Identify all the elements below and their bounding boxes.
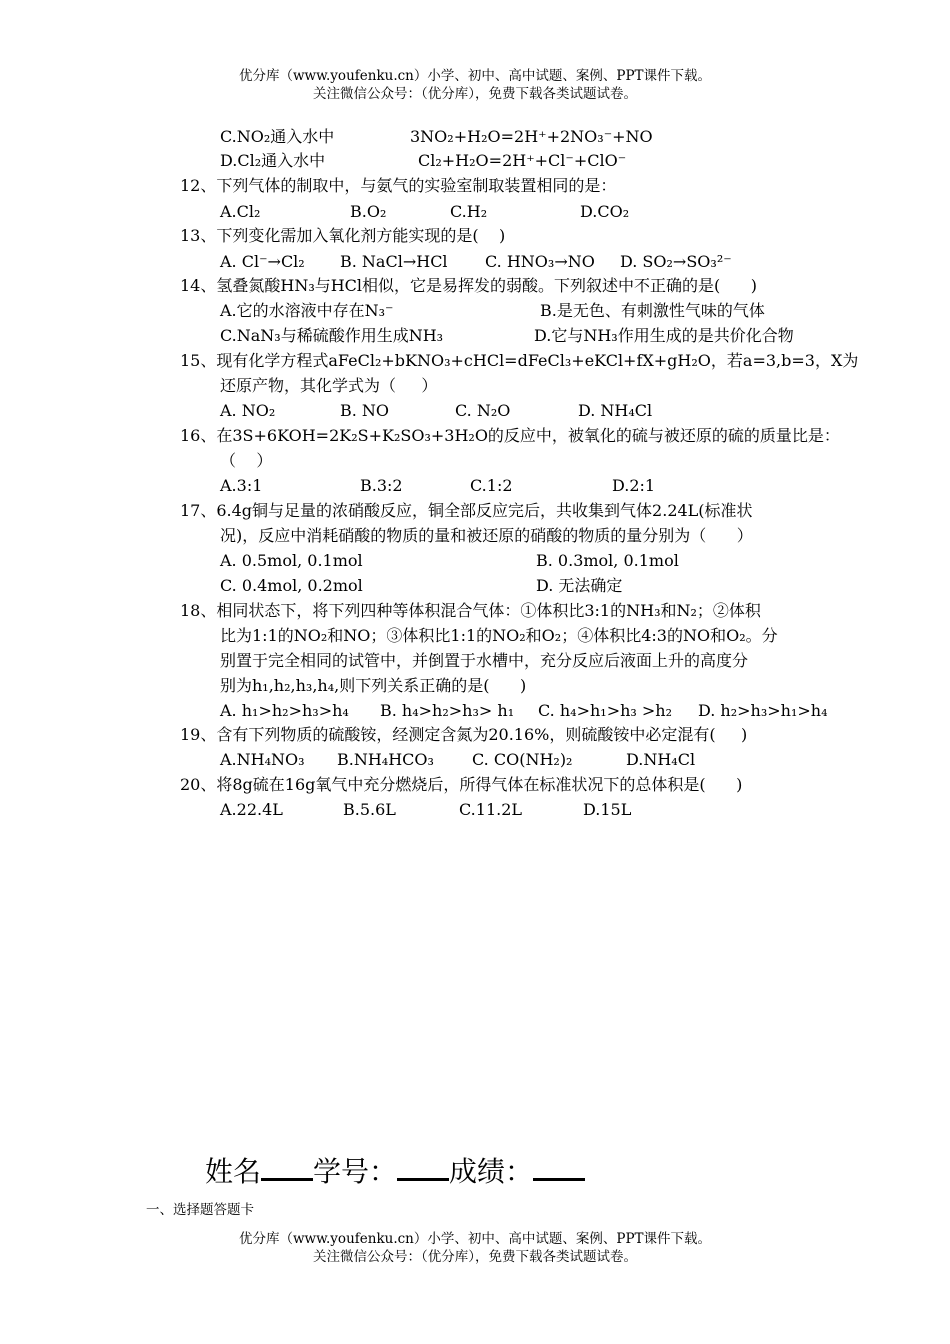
score-blank[interactable] <box>533 1154 585 1181</box>
option-c-equation: 3NO₂+H₂O=2H⁺+2NO₃⁻+NO <box>410 127 653 146</box>
header-line-1: 优分库（www.youfenku.cn）小学、初中、高中试题、案例、PPT课件下载。 <box>238 68 712 84</box>
q19-option-c: C. CO(NH₂)₂ <box>472 750 573 769</box>
question-15-stem: 15、现有化学方程式aFeCl₂+bKNO₃+cHCl=dFeCl₃+eKCl+fX+gH₂O，若a=3,b=3，X为 <box>180 351 859 370</box>
q13-option-d: D. SO₂→SO₃²⁻ <box>620 252 732 271</box>
q15-option-a: A. NO₂ <box>220 401 276 420</box>
name-label: 姓名 <box>205 1155 262 1188</box>
question-16-stem-cont: （ ） <box>220 451 273 470</box>
question-14-stem: 14、氢叠氮酸HN₃与HCl相似，它是易挥发的弱酸。下列叙述中不正确的是( ) <box>180 276 758 295</box>
q16-option-c: C.1:2 <box>470 476 513 495</box>
q12-option-c: C.H₂ <box>450 202 488 221</box>
q19-option-b: B.NH₄HCO₃ <box>337 750 434 769</box>
footer-line-1: 优分库（www.youfenku.cn）小学、初中、高中试题、案例、PPT课件下载。 <box>238 1231 712 1247</box>
q15-option-d: D. NH₄Cl <box>578 401 653 420</box>
name-blank[interactable] <box>261 1154 313 1181</box>
q13-option-b: B. NaCl→HCl <box>340 252 448 271</box>
q15-option-b: B. NO <box>340 401 390 420</box>
option-c-label: C.NO₂通入水中 <box>220 127 335 146</box>
q14-option-b: B.是无色、有刺激性气味的气体 <box>540 301 765 320</box>
q12-option-d: D.CO₂ <box>580 202 630 221</box>
question-12-stem: 12、下列气体的制取中，与氨气的实验室制取装置相同的是： <box>180 176 617 195</box>
question-15-stem-cont: 还原产物，其化学式为（ ） <box>220 376 438 395</box>
q18-option-d: D. h₂>h₃>h₁>h₄ <box>698 701 828 720</box>
q19-option-d: D.NH₄Cl <box>626 750 696 769</box>
q12-option-a: A.Cl₂ <box>220 202 261 221</box>
option-d-label: D.Cl₂通入水中 <box>220 151 326 170</box>
question-18-stem-cont-1: 比为1:1的NO₂和NO；③体积比1:1的NO₂和O₂；④体积比4:3的NO和O₂。分 <box>220 626 778 645</box>
q18-option-a: A. h₁>h₂>h₃>h₄ <box>220 701 349 720</box>
q13-option-c: C. HNO₃→NO <box>485 252 595 271</box>
q17-option-a: A. 0.5mol, 0.1mol <box>220 551 363 570</box>
q14-option-a: A.它的水溶液中存在N₃⁻ <box>220 301 394 320</box>
q14-option-d: D.它与NH₃作用生成的是共价化合物 <box>534 326 794 345</box>
question-17-stem-cont: 况)，反应中消耗硝酸的物质的量和被还原的硝酸的物质的量分别为（ ） <box>220 526 753 545</box>
question-18-stem: 18、相同状态下，将下列四种等体积混合气体：①体积比3:1的NH₃和N₂；②体积 <box>180 601 761 620</box>
question-18-stem-cont-3: 别为h₁,h₂,h₃,h₄,则下列关系正确的是( ) <box>220 676 527 695</box>
q16-option-b: B.3:2 <box>360 476 403 495</box>
q13-option-a: A. Cl⁻→Cl₂ <box>220 252 305 271</box>
q20-option-b: B.5.6L <box>343 800 396 819</box>
q16-option-a: A.3:1 <box>220 476 263 495</box>
q17-option-d: D. 无法确定 <box>536 576 623 595</box>
question-18-stem-cont-2: 别置于完全相同的试管中，并倒置于水槽中，充分反应后液面上升的高度分 <box>220 651 749 670</box>
score-label: 成绩： <box>449 1155 534 1188</box>
question-16-stem: 16、在3S+6KOH=2K₂S+K₂SO₃+3H₂O的反应中，被氧化的硫与被还原的硫的质量比是： <box>180 426 840 445</box>
q12-option-b: B.O₂ <box>350 202 387 221</box>
question-13-stem: 13、下列变化需加入氧化剂方能实现的是( ) <box>180 226 506 245</box>
question-17-stem: 17、6.4g铜与足量的浓硝酸反应，铜全部反应完后，共收集到气体2.24L(标准状 <box>180 501 753 520</box>
answer-card-section-title: 一、选择题答题卡 <box>146 1202 254 1218</box>
q17-option-c: C. 0.4mol, 0.2mol <box>220 576 363 595</box>
question-19-stem: 19、含有下列物质的硫酸铵，经测定含氮为20.16%，则硫酸铵中必定混有( ) <box>180 725 748 744</box>
question-20-stem: 20、将8g硫在16g氧气中充分燃烧后，所得气体在标准状况下的总体积是( ) <box>180 775 743 794</box>
footer-line-2: 关注微信公众号：（优分库），免费下载各类试题试卷。 <box>313 1249 637 1265</box>
student-info-line <box>205 1150 585 1190</box>
q20-option-c: C.11.2L <box>459 800 523 819</box>
q20-option-a: A.22.4L <box>220 800 283 819</box>
page-header <box>0 67 950 103</box>
page-footer <box>0 1230 950 1266</box>
q19-option-a: A.NH₄NO₃ <box>220 750 305 769</box>
q20-option-d: D.15L <box>583 800 632 819</box>
header-line-2: 关注微信公众号：（优分库），免费下载各类试题试卷。 <box>313 86 637 102</box>
student-id-label: 学号： <box>313 1155 398 1188</box>
q18-option-c: C. h₄>h₁>h₃ >h₂ <box>538 701 673 720</box>
q14-option-c: C.NaN₃与稀硫酸作用生成NH₃ <box>220 326 444 345</box>
q17-option-b: B. 0.3mol, 0.1mol <box>536 551 679 570</box>
q15-option-c: C. N₂O <box>455 401 511 420</box>
option-d-equation: Cl₂+H₂O=2H⁺+Cl⁻+ClO⁻ <box>418 151 627 170</box>
q18-option-b: B. h₄>h₂>h₃> h₁ <box>380 701 515 720</box>
q16-option-d: D.2:1 <box>612 476 656 495</box>
student-id-blank[interactable] <box>397 1154 449 1181</box>
